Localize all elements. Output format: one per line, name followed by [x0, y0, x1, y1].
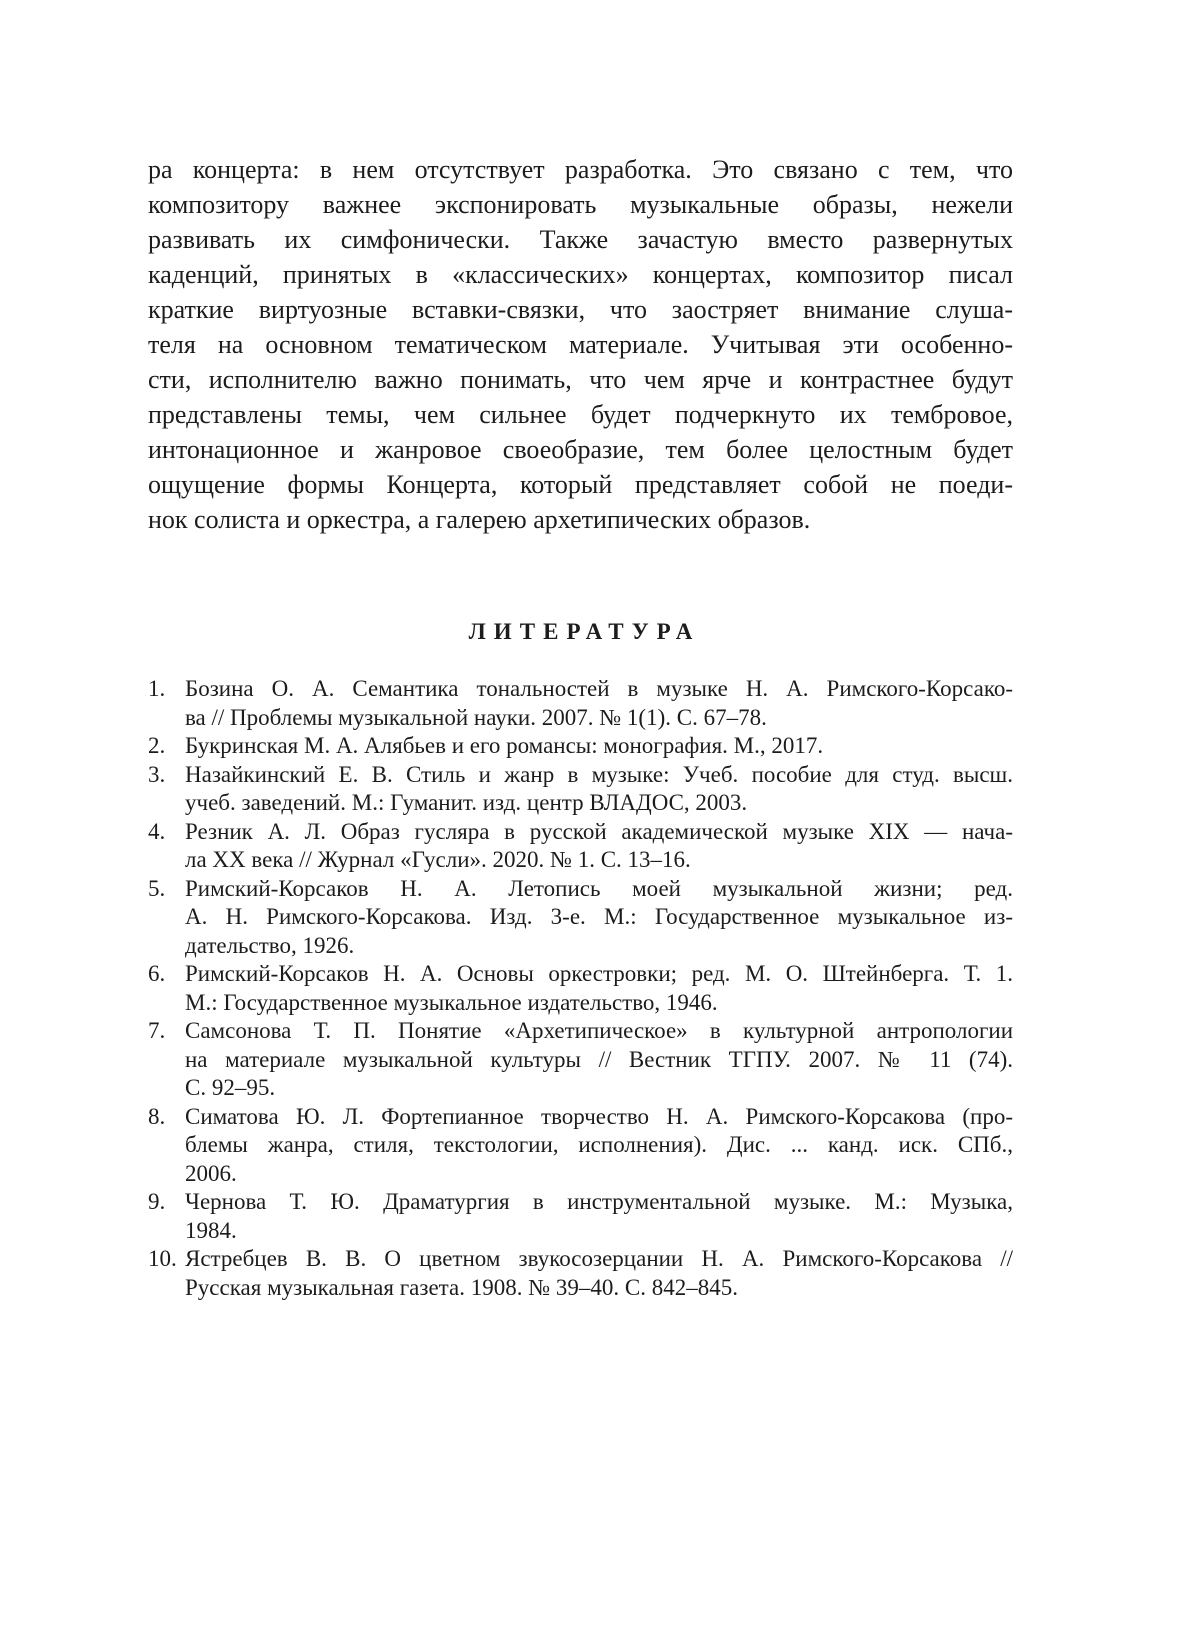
reference-line: А. Н. Римского-Корсакова. Изд. 3-е. М.: Государственное музыкальное из- [185, 904, 1013, 929]
reference-item [148, 1103, 1013, 1189]
reference-number: 1. [148, 676, 166, 701]
reference-list [148, 675, 1013, 1302]
reference-line: Русская музыкальная газета. 1908. № 39–40. С. 842–845. [185, 1274, 738, 1300]
reference-line: Букринская М. А. Алябьев и его романсы: монография. М., 2017. [185, 733, 824, 758]
reference-line: 2006. [185, 1160, 237, 1186]
paragraph-line: представлены темы, чем сильнее будет подчеркнуто их тембровое, [148, 400, 1013, 429]
reference-line: учеб. заведений. М.: Гуманит. изд. центр ВЛАДОС, 2003. [185, 790, 748, 815]
reference-line: на материале музыкальной культуры // Вестник ТГПУ. 2007. № 11 (74). [185, 1046, 1013, 1072]
body-paragraph [148, 152, 1013, 537]
paragraph-line: теля на основном тематическом материале. Учитывая эти особенно- [148, 330, 1013, 359]
reference-number: 8. [148, 1103, 166, 1129]
reference-line: Чернова Т. Ю. Драматургия в инструментальной музыке. М.: Музыка, [185, 1189, 1013, 1214]
reference-item [148, 960, 1013, 1017]
reference-text [185, 960, 1013, 1017]
reference-item [148, 1017, 1013, 1103]
reference-line: Римский-Корсаков Н. А. Основы оркестровки; ред. М. О. Штейнберга. Т. 1. [185, 961, 1013, 986]
reference-number: 5. [148, 875, 166, 901]
reference-item [148, 1245, 1013, 1302]
reference-number: 2. [148, 733, 166, 758]
reference-text [185, 1245, 1013, 1302]
reference-line: Симатова Ю. Л. Фортепианное творчество Н. А. Римского-Корсакова (про- [185, 1103, 1013, 1129]
reference-number: 10. [148, 1246, 177, 1271]
reference-item [148, 761, 1013, 818]
reference-line: Самсонова Т. П. Понятие «Архетипическое» в культурной антропологии [185, 1018, 1013, 1043]
reference-line: блемы жанра, стиля, текстологии, исполнения). Дис. ... канд. иск. СПб., [185, 1132, 1013, 1157]
reference-line: дательство, 1926. [185, 932, 355, 958]
reference-item [148, 675, 1013, 732]
reference-item [148, 818, 1013, 875]
paragraph-line: сти, исполнителю важно понимать, что чем ярче и контрастнее будут [148, 365, 1013, 394]
reference-text [185, 761, 1013, 818]
reference-line: Бозина О. А. Семантика тональностей в музыке Н. А. Римского-Корсако- [185, 676, 1013, 701]
reference-number: 9. [148, 1189, 166, 1214]
reference-line: Резник А. Л. Образ гусляра в русской академической музыке XIX — нача- [185, 818, 1013, 844]
reference-number: 7. [148, 1018, 166, 1043]
paragraph-line: развивать их симфонически. Также зачастую вместо развернутых [148, 225, 1013, 254]
paragraph-line: ра концерта: в нем отсутствует разработка. Это связано с тем, что [148, 155, 1013, 184]
reference-text [185, 818, 1013, 875]
reference-line: ва // Проблемы музыкальной науки. 2007. № 1(1). С. 67–78. [185, 704, 767, 730]
paragraph-line: каденций, принятых в «классических» концертах, композитор писал [148, 260, 1013, 289]
bibliography-heading: ЛИТЕРАТУРА [468, 619, 701, 644]
reference-item [148, 1188, 1013, 1245]
reference-text [185, 675, 1013, 732]
paragraph-line: нок солиста и оркестра, а галерею архетипических образов. [148, 505, 811, 534]
reference-text [185, 732, 1013, 761]
reference-line: ла XX века // Журнал «Гусли». 2020. № 1. С. 13–16. [185, 847, 691, 872]
reference-line: Ястребцев В. В. О цветном звукосозерцании Н. А. Римского-Корсакова // [185, 1246, 1013, 1271]
reference-number: 4. [148, 818, 166, 844]
paragraph-line: краткие виртуозные вставки-связки, что заостряет внимание слуша- [148, 295, 1013, 324]
paragraph-line: ощущение формы Концерта, который представляет собой не поеди- [148, 470, 1013, 499]
reference-line: 1984. [185, 1217, 237, 1243]
reference-line: С. 92–95. [185, 1075, 276, 1100]
reference-item [148, 875, 1013, 961]
reference-text [185, 1188, 1013, 1245]
paragraph-line: композитору важнее экспонировать музыкальные образы, нежели [148, 190, 1013, 219]
reference-text [185, 1017, 1013, 1103]
reference-line: М.: Государственное музыкальное издательство, 1946. [185, 989, 718, 1015]
reference-number: 3. [148, 761, 166, 787]
paragraph-line: интонационное и жанровое своеобразие, тем более целостным будет [148, 435, 1013, 464]
reference-line: Римский-Корсаков Н. А. Летопись моей музыкальной жизни; ред. [185, 875, 1013, 901]
reference-text [185, 1103, 1013, 1189]
reference-number: 6. [148, 961, 166, 986]
reference-item [148, 732, 1013, 761]
reference-text [185, 875, 1013, 961]
reference-line: Назайкинский Е. В. Стиль и жанр в музыке: Учеб. пособие для студ. высш. [185, 761, 1013, 787]
